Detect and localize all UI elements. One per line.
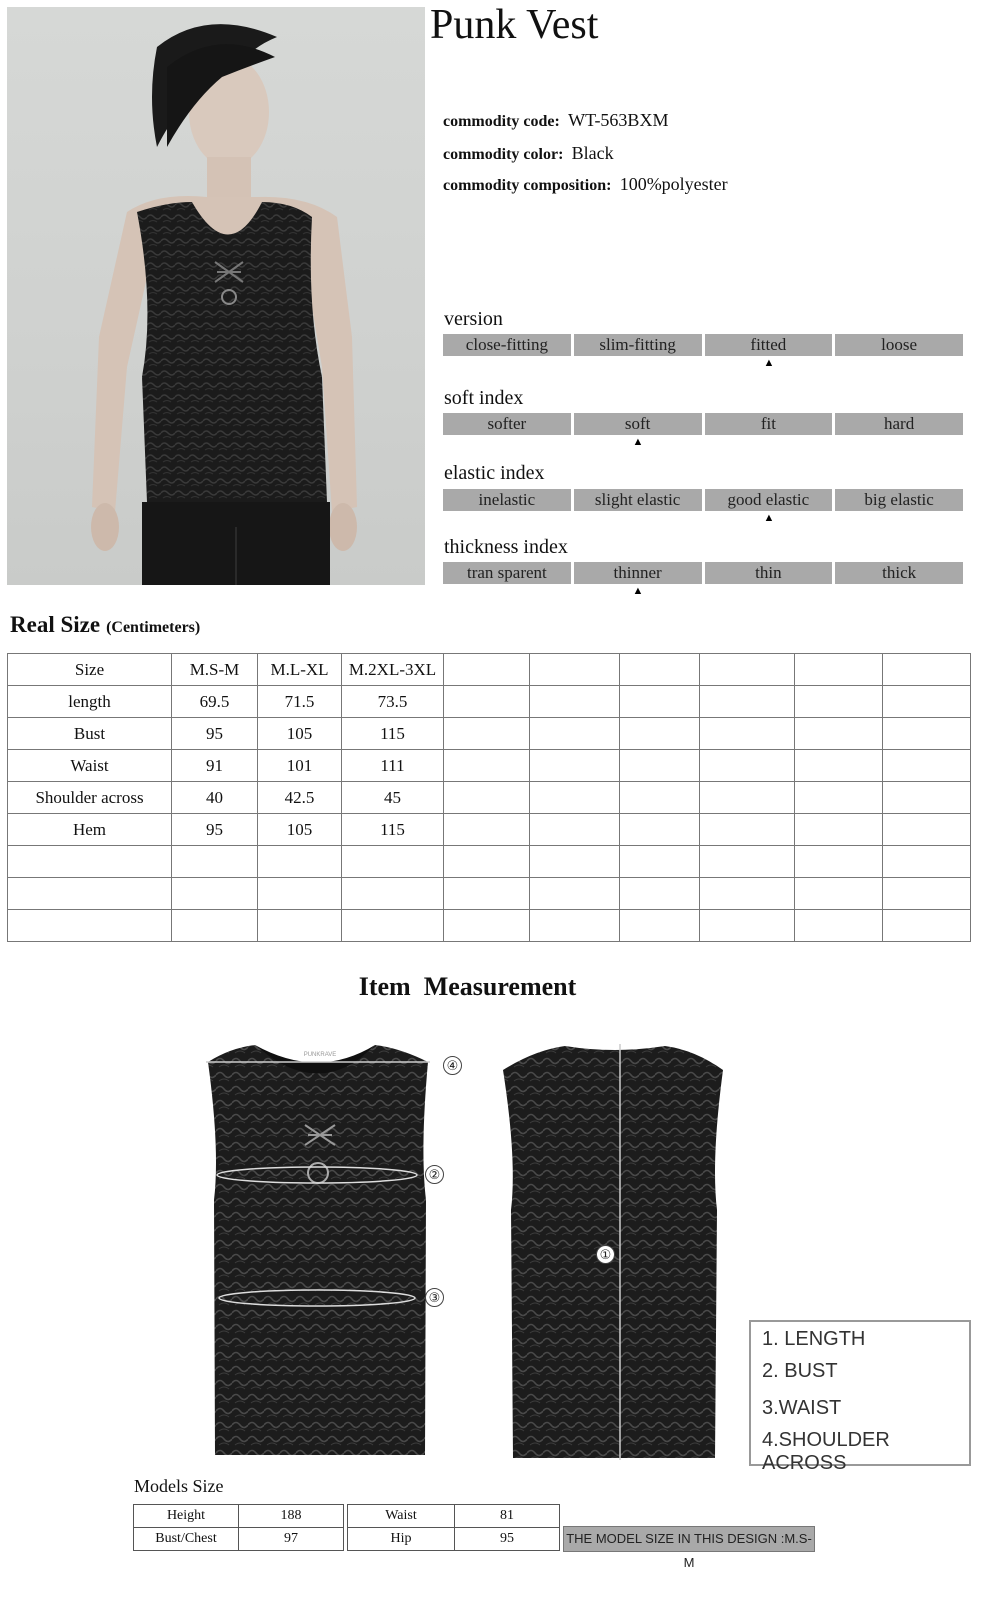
elastic-index-option: good elastic	[705, 489, 833, 511]
model-size-note: THE MODEL SIZE IN THIS DESIGN :M.S-M	[563, 1526, 815, 1552]
version-option: loose	[835, 334, 963, 356]
marker-length: ①	[596, 1245, 615, 1264]
soft-index-marker: ▲	[632, 436, 644, 448]
soft-index-scale	[443, 413, 963, 435]
real-size-unit: (Centimeters)	[106, 619, 201, 636]
table-row	[134, 1505, 344, 1528]
table-cell: Waist	[348, 1505, 455, 1528]
thickness-index-option: thinner	[574, 562, 702, 584]
table-cell: Shoulder across	[8, 782, 172, 814]
spec-color-label: commodity color:	[443, 146, 564, 163]
table-header-cell: M.2XL-3XL	[342, 654, 444, 686]
table-row	[348, 1528, 560, 1551]
spec-code-value: WT-563BXM	[568, 110, 669, 130]
table-cell: 95	[172, 814, 258, 846]
item-measurement-title: Item Measurement	[358, 972, 577, 1001]
table-cell: Bust/Chest	[134, 1528, 239, 1551]
models-table-left	[133, 1504, 344, 1551]
table-row-empty	[8, 846, 971, 878]
table-cell: 95	[172, 718, 258, 750]
table-header-row	[8, 654, 971, 686]
version-option: close-fitting	[443, 334, 571, 356]
legend-bust: 2. BUST	[762, 1360, 838, 1382]
table-row	[8, 718, 971, 750]
model-photo	[7, 7, 425, 585]
version-label: version	[444, 308, 503, 330]
table-row	[8, 814, 971, 846]
table-header-cell: M.L-XL	[258, 654, 342, 686]
spec-code	[443, 110, 668, 131]
elastic-index-label: elastic index	[444, 462, 545, 484]
legend-waist: 3.WAIST	[762, 1397, 842, 1419]
table-cell: 81	[455, 1505, 560, 1528]
thickness-index-option: tran sparent	[443, 562, 571, 584]
elastic-index-option: slight elastic	[574, 489, 702, 511]
marker-bust: ②	[425, 1165, 444, 1184]
table-cell: 101	[258, 750, 342, 782]
marker-shoulder: ④	[443, 1056, 462, 1075]
table-cell: Waist	[8, 750, 172, 782]
version-option: fitted	[705, 334, 833, 356]
size-table	[7, 653, 971, 942]
table-cell: 115	[342, 814, 444, 846]
spec-color	[443, 143, 614, 164]
table-cell: 188	[239, 1505, 344, 1528]
table-cell: 105	[258, 814, 342, 846]
thickness-index-option: thick	[835, 562, 963, 584]
table-cell: Bust	[8, 718, 172, 750]
soft-index-option: soft	[574, 413, 702, 435]
measurement-legend	[749, 1320, 971, 1474]
table-row-empty	[8, 910, 971, 942]
table-header-cell: M.S-M	[172, 654, 258, 686]
table-cell: 71.5	[258, 686, 342, 718]
thickness-index-option: thin	[705, 562, 833, 584]
table-row	[8, 686, 971, 718]
garment-back	[495, 1040, 735, 1465]
legend-length: 1. LENGTH	[762, 1328, 866, 1350]
elastic-index-scale	[443, 489, 963, 511]
spec-code-label: commodity code:	[443, 113, 560, 130]
table-row	[134, 1528, 344, 1551]
elastic-index-marker: ▲	[763, 512, 775, 524]
table-cell: 97	[239, 1528, 344, 1551]
table-cell: Hem	[8, 814, 172, 846]
legend-shoulder: 4.SHOULDER ACROSS	[762, 1429, 890, 1474]
real-size-title	[10, 612, 200, 638]
table-row	[348, 1505, 560, 1528]
elastic-index-option: big elastic	[835, 489, 963, 511]
marker-waist: ③	[425, 1288, 444, 1307]
garment-front	[200, 1040, 450, 1465]
table-cell: 111	[342, 750, 444, 782]
table-header-cell: Size	[8, 654, 172, 686]
table-cell: 42.5	[258, 782, 342, 814]
spec-composition	[443, 174, 728, 195]
models-size-title: Models Size	[134, 1476, 224, 1496]
brand-label: PUNKRAVE	[303, 1052, 337, 1058]
table-row	[8, 782, 971, 814]
table-cell: Hip	[348, 1528, 455, 1551]
spec-composition-label: commodity composition:	[443, 177, 612, 194]
table-cell: Height	[134, 1505, 239, 1528]
table-cell: 105	[258, 718, 342, 750]
spec-color-value: Black	[571, 143, 614, 163]
table-cell: 115	[342, 718, 444, 750]
soft-index-option: hard	[835, 413, 963, 435]
table-cell: length	[8, 686, 172, 718]
models-table-right	[347, 1504, 560, 1551]
spec-composition-value: 100%polyester	[619, 174, 728, 194]
version-scale	[443, 334, 963, 356]
real-size-heading: Real Size	[10, 612, 101, 637]
table-row	[8, 750, 971, 782]
thickness-index-marker: ▲	[632, 585, 644, 597]
product-title: Punk Vest	[430, 2, 599, 48]
table-cell: 95	[455, 1528, 560, 1551]
table-cell: 91	[172, 750, 258, 782]
soft-index-label: soft index	[444, 387, 524, 409]
table-cell: 40	[172, 782, 258, 814]
version-marker: ▲	[763, 357, 775, 369]
thickness-index-label: thickness index	[444, 536, 568, 558]
version-option: slim-fitting	[574, 334, 702, 356]
table-cell: 73.5	[342, 686, 444, 718]
thickness-index-scale	[443, 562, 963, 584]
soft-index-option: fit	[705, 413, 833, 435]
elastic-index-option: inelastic	[443, 489, 571, 511]
model-illustration	[7, 7, 425, 585]
table-row-empty	[8, 878, 971, 910]
table-cell: 69.5	[172, 686, 258, 718]
table-cell: 45	[342, 782, 444, 814]
soft-index-option: softer	[443, 413, 571, 435]
